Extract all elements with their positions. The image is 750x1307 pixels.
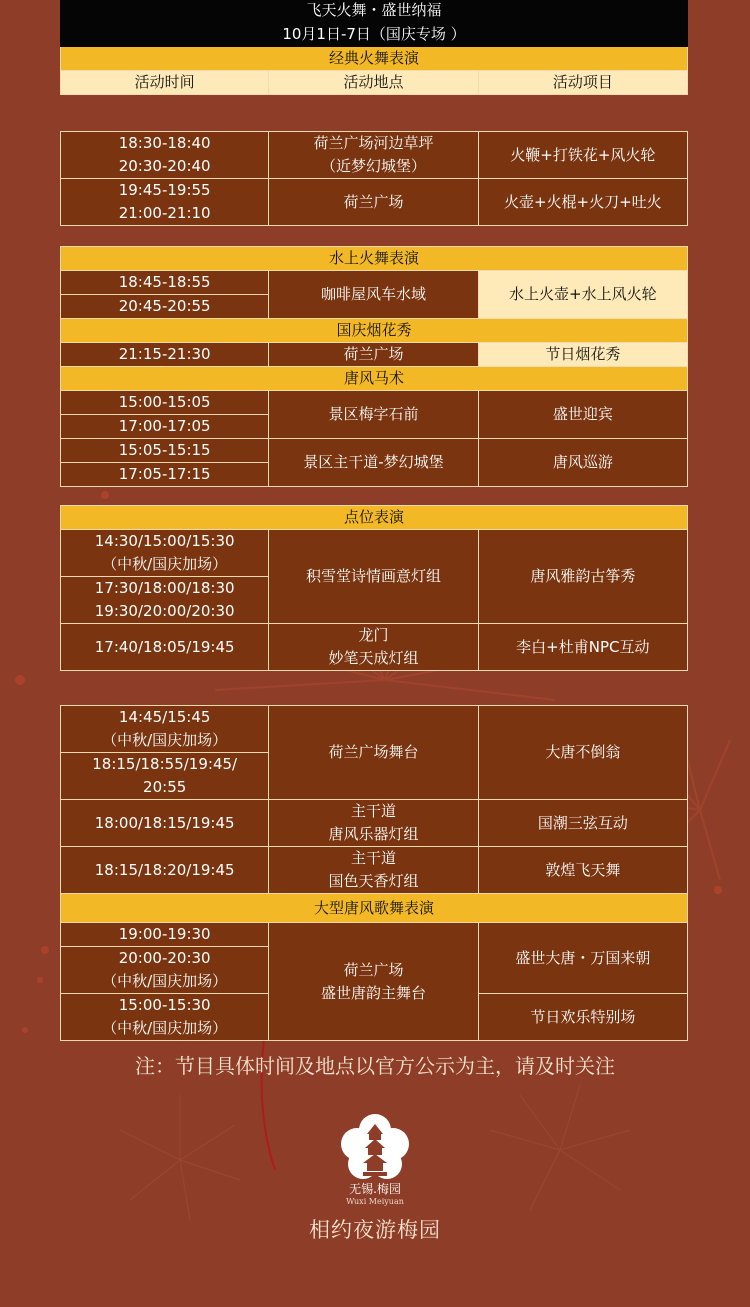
time-cell bbox=[61, 994, 269, 1041]
item-cell: 国潮三弦互动 bbox=[478, 800, 687, 847]
place-line: 盛世唐韵主舞台 bbox=[320, 983, 426, 1002]
place-line: 荷兰广场河边草坪 bbox=[313, 134, 434, 152]
item-cell: 李白+杜甫NPC互动 bbox=[478, 624, 687, 671]
section-title-song-dance: 大型唐风歌舞表演 bbox=[61, 894, 688, 923]
place-line: 妙笔天成灯组 bbox=[328, 649, 419, 667]
event-title: 飞天火舞・盛世纳福 bbox=[61, 0, 688, 23]
time-cell bbox=[61, 706, 269, 753]
time-cell: 15:00-15:05 bbox=[61, 391, 269, 415]
column-header-item: 活动项目 bbox=[478, 71, 687, 95]
place-line: 龙门 bbox=[358, 626, 389, 644]
place-cell: 景区梅字石前 bbox=[269, 391, 478, 439]
section-title-water-fire: 水上火舞表演 bbox=[61, 247, 688, 271]
place-cell: 积雪堂诗情画意灯组 bbox=[269, 530, 478, 624]
event-subtitle: 10月1日-7日（国庆专场 ） bbox=[61, 23, 688, 47]
item-cell: 盛世大唐・万国来朝 bbox=[478, 923, 687, 994]
time-line: 19:45-19:55 bbox=[118, 181, 211, 199]
section-title-point: 点位表演 bbox=[61, 506, 688, 530]
time-line: 19:30/20:00/20:30 bbox=[94, 602, 235, 620]
footnote: 注：节目具体时间及地点以官方公示为主，请及时关注 bbox=[135, 1054, 615, 1078]
time-cell: 18:45-18:55 bbox=[61, 271, 269, 295]
place-line: 主干道 bbox=[350, 849, 396, 867]
more-performances-table bbox=[60, 705, 688, 1041]
footer-slogan: 相约夜游梅园 bbox=[309, 1218, 441, 1242]
place-cell bbox=[269, 132, 478, 179]
time-line: 15:00-15:30 bbox=[118, 996, 211, 1014]
place-cell bbox=[269, 800, 478, 847]
time-line: （中秋/国庆加场） bbox=[102, 972, 228, 990]
place-cell bbox=[269, 847, 478, 894]
time-line: 20:55 bbox=[143, 778, 187, 796]
place-line: 主干道 bbox=[350, 802, 396, 820]
time-cell: 20:45-20:55 bbox=[61, 295, 269, 319]
time-line: 17:30/18:00/18:30 bbox=[94, 579, 235, 597]
item-cell: 大唐不倒翁 bbox=[478, 706, 687, 800]
place-line: 唐风乐器灯组 bbox=[328, 825, 419, 843]
place-cell: 咖啡屋风车水域 bbox=[269, 271, 478, 319]
place-cell: 荷兰广场 bbox=[269, 179, 478, 226]
item-cell: 唐风雅韵古筝秀 bbox=[478, 530, 687, 624]
place-line: （近梦幻城堡） bbox=[320, 157, 426, 175]
item-cell: 水上火壶+水上风火轮 bbox=[478, 271, 687, 319]
place-cell bbox=[269, 624, 478, 671]
item-cell: 盛世迎宾 bbox=[478, 391, 687, 439]
water-fireworks-horse-table bbox=[60, 246, 688, 487]
time-line: 20:00-20:30 bbox=[118, 949, 211, 967]
item-cell: 唐风巡游 bbox=[478, 439, 687, 487]
time-line: 14:45/15:45 bbox=[118, 708, 211, 726]
time-cell bbox=[61, 753, 269, 800]
item-cell: 火鞭+打铁花+风火轮 bbox=[478, 132, 687, 179]
section-title-classic-fire: 经典火舞表演 bbox=[61, 47, 688, 71]
time-line: 18:15/18:55/19:45/ bbox=[92, 755, 238, 773]
time-cell bbox=[61, 577, 269, 624]
place-line: 荷兰广场 bbox=[343, 960, 404, 979]
classic-fire-table bbox=[60, 131, 688, 226]
header-table bbox=[60, 0, 688, 95]
item-cell: 节日欢乐特别场 bbox=[478, 994, 687, 1041]
time-cell: 17:40/18:05/19:45 bbox=[61, 624, 269, 671]
time-line: 20:30-20:40 bbox=[118, 157, 211, 175]
item-cell: 节日烟花秀 bbox=[478, 343, 687, 367]
place-line: 国色天香灯组 bbox=[328, 872, 419, 890]
time-cell: 21:15-21:30 bbox=[61, 343, 269, 367]
time-line: （中秋/国庆加场） bbox=[102, 555, 228, 573]
time-cell: 17:00-17:05 bbox=[61, 415, 269, 439]
logo-subtitle: Wuxi Meiyuan bbox=[346, 1197, 404, 1206]
time-cell bbox=[61, 530, 269, 577]
time-cell: 18:15/18:20/19:45 bbox=[61, 847, 269, 894]
section-title-fireworks: 国庆烟花秀 bbox=[61, 319, 688, 343]
time-cell bbox=[61, 947, 269, 994]
place-cell: 荷兰广场 bbox=[269, 343, 478, 367]
time-line: 14:30/15:00/15:30 bbox=[94, 532, 235, 550]
place-cell: 荷兰广场舞台 bbox=[269, 706, 478, 800]
place-cell: 景区主干道-梦幻城堡 bbox=[269, 439, 478, 487]
time-line: （中秋/国庆加场） bbox=[102, 731, 228, 749]
item-cell: 敦煌飞天舞 bbox=[478, 847, 687, 894]
logo-name: 无锡.梅园 bbox=[349, 1182, 401, 1196]
time-cell: 19:00-19:30 bbox=[61, 923, 269, 947]
time-line: 21:00-21:10 bbox=[118, 204, 211, 222]
point-performance-table bbox=[60, 505, 688, 671]
time-cell bbox=[61, 132, 269, 179]
place-cell bbox=[269, 923, 478, 1041]
time-cell: 17:05-17:15 bbox=[61, 463, 269, 487]
time-cell: 15:05-15:15 bbox=[61, 439, 269, 463]
time-cell bbox=[61, 179, 269, 226]
time-line: 18:30-18:40 bbox=[118, 134, 211, 152]
column-header-place: 活动地点 bbox=[269, 71, 478, 95]
time-cell: 18:00/18:15/19:45 bbox=[61, 800, 269, 847]
column-header-time: 活动时间 bbox=[61, 71, 269, 95]
section-title-horse: 唐风马术 bbox=[61, 367, 688, 391]
item-cell: 火壶+火棍+火刀+吐火 bbox=[478, 179, 687, 226]
time-line: （中秋/国庆加场） bbox=[102, 1019, 228, 1037]
